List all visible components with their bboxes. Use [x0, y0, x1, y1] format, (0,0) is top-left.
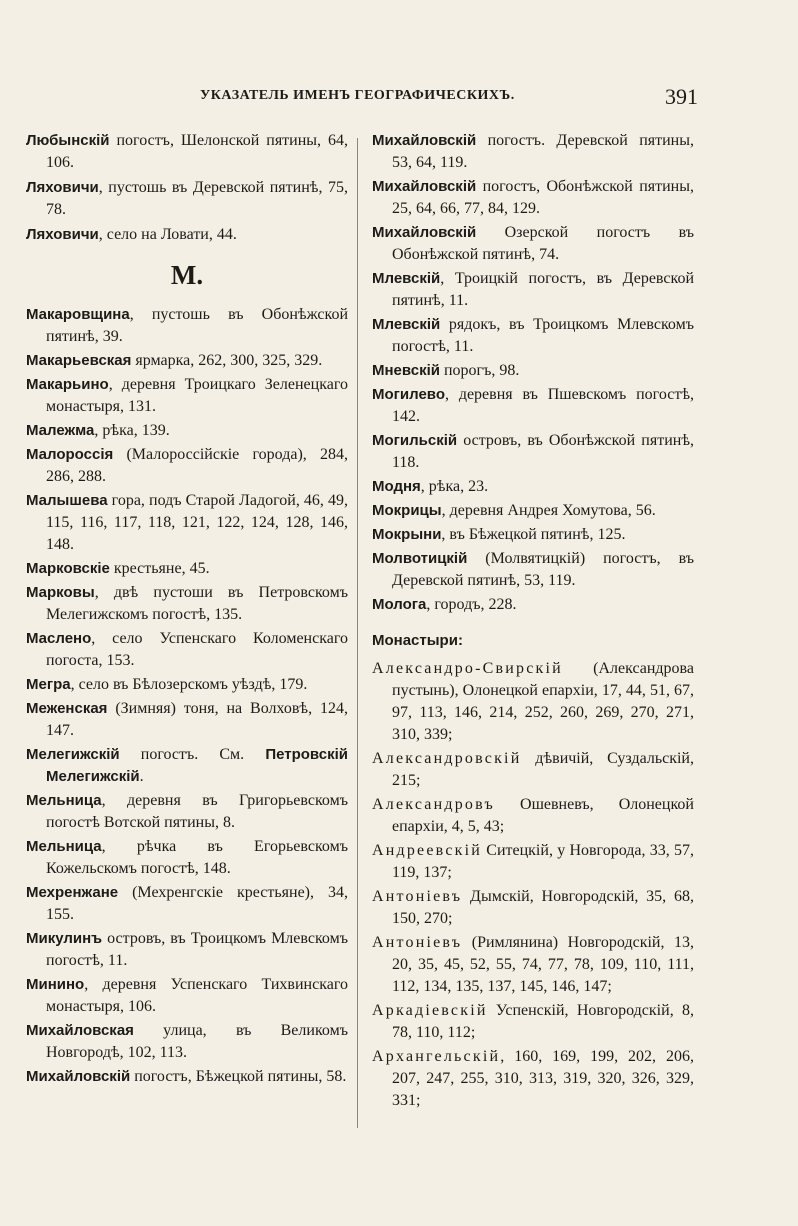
entry-headword: Млевскій	[372, 316, 441, 333]
monastery-name: Антоніевъ	[372, 888, 463, 905]
entry-text: , пустошь въ Деревской пятинѣ, 75, 78.	[46, 179, 348, 218]
entry-headword: Любынскій	[26, 132, 110, 149]
index-entry	[26, 882, 348, 926]
monastery-name: Антоніевъ	[372, 934, 463, 951]
index-entry	[26, 1020, 348, 1064]
entry-text: (Мехренгскіе крестьяне), 34, 155.	[46, 884, 348, 923]
entry-text: погостъ, Бѣжецкой пятины, 58.	[130, 1068, 347, 1085]
index-entry	[372, 360, 694, 382]
entry-headword: Михайловскій	[372, 178, 477, 195]
entry-text: погостъ, Обонѣжской пятины, 25, 64, 66, 77, 84, 129.	[392, 178, 694, 217]
index-entry	[26, 744, 348, 788]
entry-text: улица, въ Великомъ Новгородѣ, 102, 113.	[46, 1022, 348, 1061]
monastery-name: Александро-Свирскій	[372, 660, 563, 677]
entry-headword: Млевскій	[372, 270, 441, 287]
entry-text: островъ, въ Троицкомъ Млевскомъ погостѣ, 11.	[46, 930, 348, 969]
index-entry	[26, 130, 348, 174]
entry-text: (Римлянина) Новгородскій, 13, 20, 35, 45, 52, 55, 74, 77, 78, 109, 110, 111, 112, 134, 135, 137, 145, 146, 147;	[392, 934, 694, 995]
index-entry	[372, 500, 694, 522]
entry-text: погостъ. См.	[119, 746, 266, 763]
monastery-entry	[372, 1000, 694, 1044]
entry-headword: Могильскій	[372, 432, 458, 449]
monastery-name: Архангельскій	[372, 1048, 501, 1065]
index-entry	[26, 674, 348, 696]
index-entry	[372, 476, 694, 498]
index-entry	[372, 430, 694, 474]
index-entry	[26, 444, 348, 488]
entry-text: .	[139, 768, 144, 785]
index-entry	[26, 698, 348, 742]
entry-headword: Малороссія	[26, 446, 114, 463]
entry-headword: Марковскіе	[26, 560, 110, 577]
index-entry	[372, 176, 694, 220]
entry-text: (Александрова пустынь), Олонецкой епархіи, 17, 44, 51, 67, 97, 113, 146, 214, 252, 260, 269, 270, 271, 310, 339;	[392, 660, 694, 743]
entry-text: рядокъ, въ Троицкомъ Млевскомъ погостѣ, 11.	[392, 316, 694, 355]
entry-text: Дымскій, Новгородскій, 35, 68, 150, 270;	[392, 888, 694, 927]
entry-headword: Мневскій	[372, 362, 440, 379]
entry-headword: Макаровщина	[26, 306, 130, 323]
entry-text: (Молвятицкій) погостъ, въ Деревской пятинѣ, 53, 119.	[392, 550, 694, 589]
left-column	[26, 130, 348, 1090]
monastery-entry	[372, 840, 694, 884]
entry-headword: Меженская	[26, 700, 108, 717]
monastery-name: Александровскій	[372, 750, 522, 767]
entry-text: дѣвичій, Суздальскій, 215;	[392, 750, 694, 789]
entry-headword: Михайловскій	[372, 132, 477, 149]
entry-text: , деревня Успенскаго Тихвинскаго монастыря, 106.	[46, 976, 348, 1015]
entry-text: , деревня въ Григорьевскомъ погостѣ Вотской пятины, 8.	[46, 792, 348, 831]
entry-headword: Ляховичи	[26, 226, 99, 243]
index-entry	[26, 1066, 348, 1088]
index-entry	[372, 524, 694, 546]
entry-text: , рѣка, 139.	[94, 422, 170, 439]
entry-text: , деревня въ Пшевскомъ погостѣ, 142.	[392, 386, 694, 425]
monastery-entry	[372, 932, 694, 998]
entry-headword: Мегра	[26, 676, 71, 693]
entry-headword: Маслено	[26, 630, 92, 647]
entry-headword: Михайловскій	[26, 1068, 131, 1085]
entry-headword: Модня	[372, 478, 421, 495]
running-header	[200, 84, 698, 112]
entry-text: , въ Бѣжецкой пятинѣ, 125.	[441, 526, 626, 543]
entry-headword: Михайловскій	[372, 224, 477, 241]
cross-reference: Петровскій Мелегижскій	[46, 746, 348, 785]
entry-text: , рѣчка въ Егорьевскомъ Кожельскомъ погостѣ, 148.	[46, 838, 348, 877]
entry-headword: Мокрыни	[372, 526, 442, 543]
entry-text: , село въ Бѣлозерскомъ уѣздѣ, 179.	[70, 676, 308, 693]
entry-text: Ситецкій, у Новгорода, 33, 57, 119, 137;	[392, 842, 694, 881]
entry-headword: Ляховичи	[26, 179, 99, 196]
index-entry	[372, 130, 694, 174]
entry-headword: Мехренжане	[26, 884, 119, 901]
entry-headword: Мельница	[26, 838, 102, 855]
entry-text: , деревня Андрея Хомутова, 56.	[441, 502, 656, 519]
entry-headword: Молвотицкій	[372, 550, 468, 567]
index-entry	[372, 314, 694, 358]
subsection-title: Монастыри:	[372, 632, 463, 649]
index-entry	[26, 790, 348, 834]
index-entry	[372, 594, 694, 616]
index-entry	[26, 490, 348, 556]
index-entry	[26, 350, 348, 372]
index-entry	[372, 548, 694, 592]
monastery-entry	[372, 1046, 694, 1112]
index-entry	[26, 558, 348, 580]
entry-headword: Молога	[372, 596, 427, 613]
monastery-entry	[372, 886, 694, 930]
index-entry	[26, 224, 348, 246]
entry-text: , село Успенскаго Коломенскаго погоста, 153.	[46, 630, 348, 669]
monastery-entry	[372, 794, 694, 838]
index-entry	[26, 836, 348, 880]
index-entry	[26, 582, 348, 626]
entry-text: , двѣ пустоши въ Петровскомъ Мелегижскомъ погостѣ, 135.	[46, 584, 348, 623]
index-entry	[26, 628, 348, 672]
entry-text: Успенскій, Новгородскій, 8, 78, 110, 112;	[392, 1002, 694, 1041]
index-entry	[372, 268, 694, 312]
entry-headword: Малышева	[26, 492, 108, 509]
column-divider	[357, 138, 358, 1128]
header-title: УКАЗАТЕЛЬ ИМЕНЪ ГЕОГРАФИЧЕСКИХЪ.	[200, 88, 515, 103]
entry-headword: Мелегижскій	[26, 746, 120, 763]
monastery-entry	[372, 748, 694, 792]
monastery-name: Аркадіевскій	[372, 1002, 488, 1019]
entry-text: , рѣка, 23.	[420, 478, 489, 495]
entry-text: (Зимняя) тоня, на Волховѣ, 124, 147.	[46, 700, 348, 739]
entry-headword: Марковы	[26, 584, 95, 601]
section-letter: М.	[170, 260, 204, 290]
entry-headword: Малежма	[26, 422, 95, 439]
entry-headword: Михайловская	[26, 1022, 134, 1039]
page-number: 391	[665, 84, 698, 109]
monastery-entry	[372, 658, 694, 746]
entry-text: (Малороссійскіе города), 284, 286, 288.	[46, 446, 348, 485]
entry-text: крестьяне, 45.	[109, 560, 210, 577]
index-entry	[26, 177, 348, 221]
entry-text: погостъ. Деревской пятины, 53, 64, 119.	[392, 132, 694, 171]
entry-headword: Могилево	[372, 386, 445, 403]
entry-text: Озерской погостъ въ Обонѣжской пятинѣ, 74.	[392, 224, 694, 263]
entry-headword: Мокрицы	[372, 502, 442, 519]
entry-headword: Мельница	[26, 792, 102, 809]
index-entry	[26, 974, 348, 1018]
entry-text: , пустошь въ Обонѣжской пятинѣ, 39.	[46, 306, 348, 345]
entry-text: , 160, 169, 199, 202, 206, 207, 247, 255, 310, 313, 319, 320, 326, 329, 331;	[392, 1048, 694, 1109]
entry-headword: Минино	[26, 976, 85, 993]
entry-text: , Троицкій погостъ, въ Деревской пятинѣ, 11.	[392, 270, 694, 309]
index-entry	[372, 222, 694, 266]
entry-text: Ошевневъ, Олонецкой епархіи, 4, 5, 43;	[392, 796, 694, 835]
index-entry	[26, 420, 348, 442]
monastery-name: Андреевскій	[372, 842, 483, 859]
entry-headword: Макарьино	[26, 376, 109, 393]
entry-text: погостъ, Шелонской пятины, 64, 106.	[46, 132, 348, 171]
entry-text: островъ, въ Обонѣжской пятинѣ, 118.	[392, 432, 694, 471]
index-entry	[26, 304, 348, 348]
index-entry	[372, 384, 694, 428]
index-entry	[26, 374, 348, 418]
right-column	[372, 130, 694, 1114]
index-entry	[26, 928, 348, 972]
entry-text: , городъ, 228.	[426, 596, 517, 613]
entry-headword: Макарьевская	[26, 352, 132, 369]
entry-text: , село на Ловати, 44.	[98, 226, 237, 243]
entry-text: ярмарка, 262, 300, 325, 329.	[131, 352, 323, 369]
entry-headword: Микулинъ	[26, 930, 103, 947]
entry-text: порогъ, 98.	[439, 362, 520, 379]
entry-text: гора, подъ Старой Ладогой, 46, 49, 115, 116, 117, 118, 121, 122, 124, 128, 146, 148.	[46, 492, 348, 553]
entry-text: , деревня Троицкаго Зеленецкаго монастыря, 131.	[46, 376, 348, 415]
monastery-name: Александровъ	[372, 796, 495, 813]
